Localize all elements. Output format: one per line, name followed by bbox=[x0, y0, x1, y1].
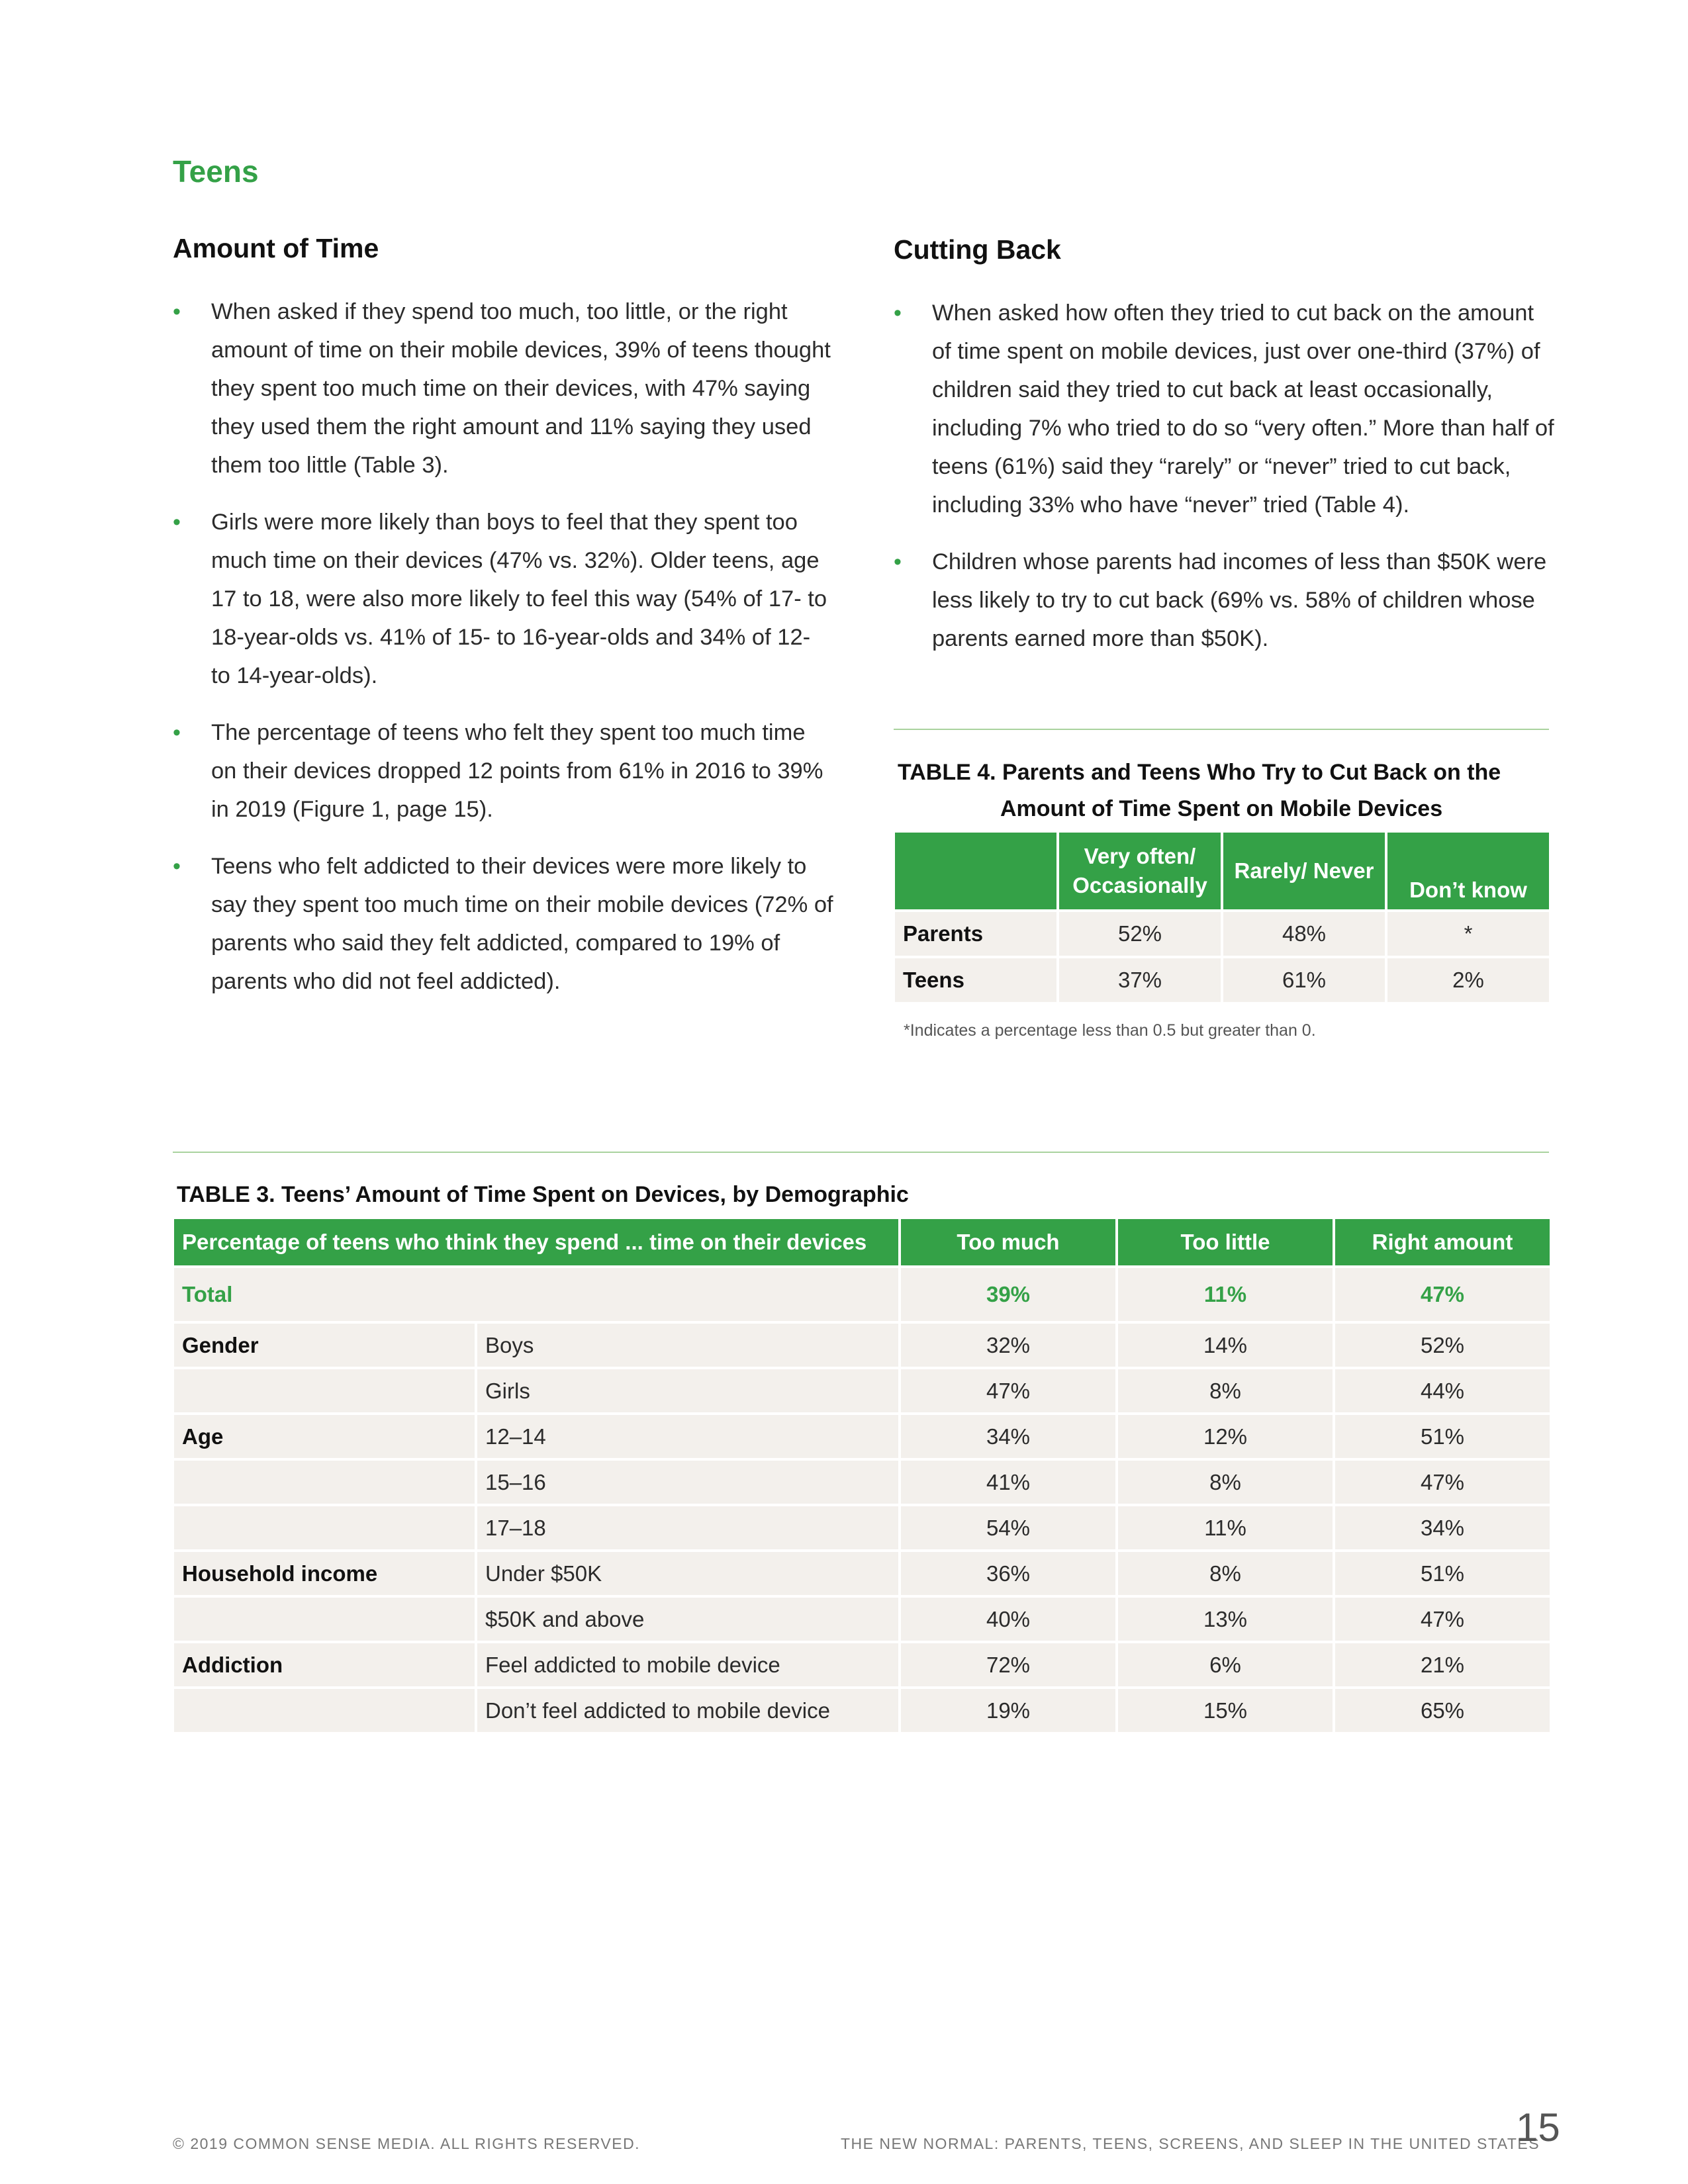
table-row bbox=[174, 1643, 1550, 1686]
footer-report-title: THE NEW NORMAL: PARENTS, TEENS, SCREENS, AND SLEEP IN THE UNITED STATES bbox=[841, 2135, 1540, 2152]
table-row bbox=[174, 1461, 1550, 1504]
table-row bbox=[174, 1415, 1550, 1458]
sub-label: Girls bbox=[477, 1369, 898, 1412]
group-label bbox=[174, 1689, 475, 1732]
cutting-back-bullets bbox=[894, 294, 1556, 676]
table4-header-dont-know: Don’t know bbox=[1387, 833, 1549, 909]
cell: 6% bbox=[1118, 1643, 1333, 1686]
bullet-icon: • bbox=[894, 549, 902, 574]
cell: 47% bbox=[1335, 1268, 1550, 1321]
table3-header-too-little: Too little bbox=[1118, 1219, 1333, 1265]
cell: 40% bbox=[901, 1598, 1115, 1641]
list-item: • When asked how often they tried to cut back on the amount of time spent on mobile devices, just over one-third (37%) of children said they tried to cut back at least occasionally, including 7% who tried to do so “very often.” More than half of teens (61%) said they “rarely” or “never” tried to cut back, including 33% who have “never” tried (Table 4). bbox=[894, 294, 1556, 524]
cell: 13% bbox=[1118, 1598, 1333, 1641]
table-row bbox=[174, 1598, 1550, 1641]
row-label: Parents bbox=[895, 912, 1056, 956]
table-row bbox=[174, 1689, 1550, 1732]
cell: 41% bbox=[901, 1461, 1115, 1504]
cell: 65% bbox=[1335, 1689, 1550, 1732]
cell: 8% bbox=[1118, 1552, 1333, 1595]
group-label: Addiction bbox=[174, 1643, 475, 1686]
table4-note: *Indicates a percentage less than 0.5 but greater than 0. bbox=[904, 1021, 1316, 1040]
table3 bbox=[171, 1216, 1552, 1735]
cell: 14% bbox=[1118, 1324, 1333, 1367]
cutting-back-heading: Cutting Back bbox=[894, 234, 1061, 265]
sub-label: Under $50K bbox=[477, 1552, 898, 1595]
table3-header-right-amount: Right amount bbox=[1335, 1219, 1550, 1265]
group-label bbox=[174, 1369, 475, 1412]
sub-label: 12–14 bbox=[477, 1415, 898, 1458]
cell: 52% bbox=[1059, 912, 1221, 956]
amount-of-time-heading: Amount of Time bbox=[173, 233, 379, 263]
cell: 54% bbox=[901, 1506, 1115, 1549]
cell: 15% bbox=[1118, 1689, 1333, 1732]
cell: 48% bbox=[1223, 912, 1385, 956]
list-item: • When asked if they spend too much, too little, or the right amount of time on their mobile devices, 39% of teens thought they spent too much time on their devices, with 47% saying they used them the right amount and 11% saying they used them too little (Table 3). bbox=[173, 293, 835, 484]
group-label bbox=[174, 1598, 475, 1641]
table3-total-row bbox=[174, 1268, 1550, 1321]
bullet-icon: • bbox=[894, 300, 902, 326]
cell: 8% bbox=[1118, 1369, 1333, 1412]
cell: 47% bbox=[1335, 1598, 1550, 1641]
cell: 11% bbox=[1118, 1506, 1333, 1549]
sub-label: $50K and above bbox=[477, 1598, 898, 1641]
sub-label: 15–16 bbox=[477, 1461, 898, 1504]
table4-title: TABLE 4. Parents and Teens Who Try to Cut Back on the Amount of Time Spent on Mobile Devices bbox=[898, 760, 1501, 821]
page-number: 15 bbox=[1516, 2105, 1560, 2150]
cell: 36% bbox=[901, 1552, 1115, 1595]
cell: 51% bbox=[1335, 1552, 1550, 1595]
table4-header-empty bbox=[895, 833, 1056, 909]
sub-label: Boys bbox=[477, 1324, 898, 1367]
table3-header-too-much: Too much bbox=[901, 1219, 1115, 1265]
cell: 61% bbox=[1223, 958, 1385, 1002]
footer-copyright: © 2019 COMMON SENSE MEDIA. ALL RIGHTS RESERVED. bbox=[173, 2135, 641, 2152]
group-label: Household income bbox=[174, 1552, 475, 1595]
row-label: Teens bbox=[895, 958, 1056, 1002]
table-row bbox=[174, 1369, 1550, 1412]
cell: 47% bbox=[901, 1369, 1115, 1412]
table-row bbox=[895, 958, 1549, 1002]
table4-header-row bbox=[895, 833, 1549, 909]
table-row bbox=[174, 1324, 1550, 1367]
table-row bbox=[174, 1506, 1550, 1549]
table-row bbox=[895, 912, 1549, 956]
cell: 34% bbox=[901, 1415, 1115, 1458]
table4 bbox=[892, 830, 1552, 1005]
cell: 44% bbox=[1335, 1369, 1550, 1412]
sub-label: 17–18 bbox=[477, 1506, 898, 1549]
group-label: Age bbox=[174, 1415, 475, 1458]
list-item: • Teens who felt addicted to their devices were more likely to say they spent too much time on their mobile devices (72% of parents who said they felt addicted, compared to 19% of parents who did not feel addicted). bbox=[173, 847, 835, 1001]
cell: 47% bbox=[1335, 1461, 1550, 1504]
list-item: • Children whose parents had incomes of less than $50K were less likely to try to cut back (69% vs. 58% of children whose parents earned more than $50K). bbox=[894, 543, 1556, 658]
cell: 8% bbox=[1118, 1461, 1333, 1504]
bullet-icon: • bbox=[173, 510, 181, 535]
table3-header-description: Percentage of teens who think they spend ... time on their devices bbox=[174, 1219, 898, 1265]
table3-header-row bbox=[174, 1219, 1550, 1265]
cell: 19% bbox=[901, 1689, 1115, 1732]
bullet-icon: • bbox=[173, 299, 181, 324]
cell: 34% bbox=[1335, 1506, 1550, 1549]
section-title: Teens bbox=[173, 154, 259, 189]
list-item: • The percentage of teens who felt they spent too much time on their devices dropped 12 points from 61% in 2016 to 39% in 2019 (Figure 1, page 15). bbox=[173, 713, 835, 829]
cell: 11% bbox=[1118, 1268, 1333, 1321]
cell: 2% bbox=[1387, 958, 1549, 1002]
cell: 12% bbox=[1118, 1415, 1333, 1458]
group-label bbox=[174, 1506, 475, 1549]
cell: 32% bbox=[901, 1324, 1115, 1367]
sub-label: Feel addicted to mobile device bbox=[477, 1643, 898, 1686]
bullet-icon: • bbox=[173, 720, 181, 745]
table3-title: TABLE 3. Teens’ Amount of Time Spent on Devices, by Demographic bbox=[177, 1182, 909, 1207]
list-item: • Girls were more likely than boys to feel that they spent too much time on their devices (47% vs. 32%). Older teens, age 17 to 18, were also more likely to feel this way (54% of 17- to 18-year-olds vs. 41% of 15- to 16-year-olds and 34% of 12- to 14-year-olds). bbox=[173, 503, 835, 695]
amount-of-time-bullets bbox=[173, 293, 835, 1019]
divider bbox=[173, 1152, 1549, 1153]
cell: 39% bbox=[901, 1268, 1115, 1321]
total-label: Total bbox=[174, 1268, 898, 1321]
table4-header-very-often: Very often/ Occasionally bbox=[1059, 833, 1221, 909]
sub-label: Don’t feel addicted to mobile device bbox=[477, 1689, 898, 1732]
divider bbox=[894, 729, 1549, 730]
cell: 52% bbox=[1335, 1324, 1550, 1367]
cell: 51% bbox=[1335, 1415, 1550, 1458]
group-label bbox=[174, 1461, 475, 1504]
cell: 72% bbox=[901, 1643, 1115, 1686]
group-label: Gender bbox=[174, 1324, 475, 1367]
table-row bbox=[174, 1552, 1550, 1595]
cell: 37% bbox=[1059, 958, 1221, 1002]
table4-header-rarely: Rarely/ Never bbox=[1223, 833, 1385, 909]
cell: * bbox=[1387, 912, 1549, 956]
bullet-icon: • bbox=[173, 854, 181, 879]
cell: 21% bbox=[1335, 1643, 1550, 1686]
